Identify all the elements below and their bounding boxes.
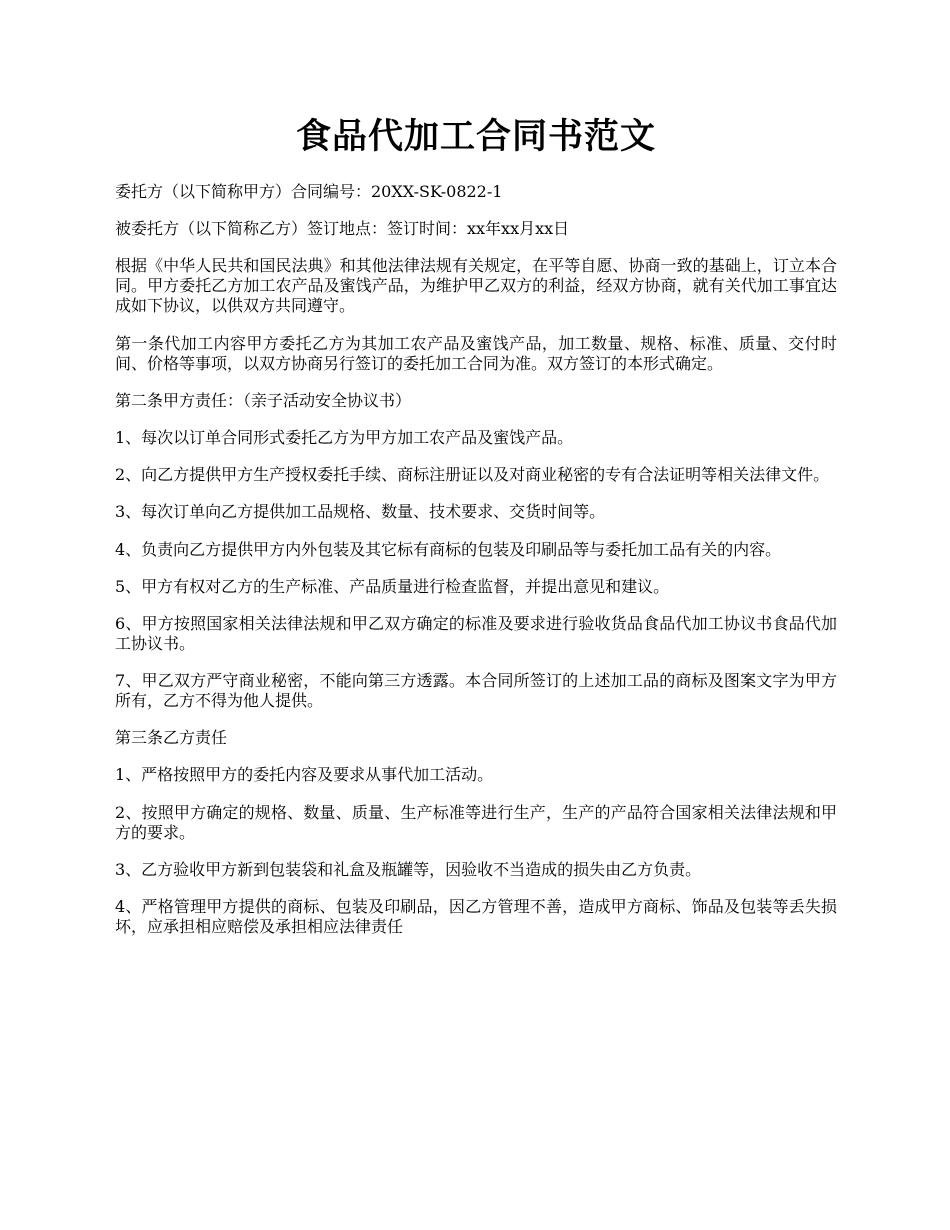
- article-2-item-4: 4、负责向乙方提供甲方内外包装及其它标有商标的包装及印刷品等与委托加工品有关的内容。: [115, 539, 782, 559]
- preamble-paragraph: 根据《中华人民共和国民法典》和其他法律法规有关规定，在平等自愿、协商一致的基础上，订立本合同。甲方委托乙方加工农产品及蜜饯产品，为维护甲乙双方的利益，经双方协商，就有关代加工事宜达成如下协议，以供双方共同遵守。: [115, 256, 837, 316]
- document-title: 食品代加工合同书范文: [295, 116, 656, 157]
- article-3-item-3: 3、乙方验收甲方新到包装袋和礼盒及瓶罐等，因验收不当造成的损失由乙方负责。: [115, 859, 702, 879]
- article-2-item-6: 6、甲方按照国家相关法律法规和甲乙双方确定的标准及要求进行验收货品食品代加工协议书食品代加工协议书。: [115, 613, 837, 653]
- article-1-paragraph: 第一条代加工内容甲方委托乙方为其加工农产品及蜜饯产品，加工数量、规格、标准、质量、交付时间、价格等事项，以双方协商另行签订的委托加工合同为准。双方签订的本形式确定。: [115, 333, 837, 373]
- article-3-heading: 第三条乙方责任: [115, 728, 228, 748]
- article-3-item-1: 1、严格按照甲方的委托内容及要求从事代加工活动。: [115, 765, 494, 785]
- article-3-item-2: 2、按照甲方确定的规格、数量、质量、生产标准等进行生产，生产的产品符合国家相关法律法规和甲方的要求。: [115, 802, 837, 842]
- article-2-item-1: 1、每次以订单合同形式委托乙方为甲方加工农产品及蜜饯产品。: [115, 427, 574, 447]
- document-page: [115, 112, 837, 954]
- article-2-item-7: 7、甲乙双方严守商业秘密，不能向第三方透露。本合同所签订的上述加工品的商标及图案文字为甲方所有，乙方不得为他人提供。: [115, 671, 837, 711]
- article-2-item-3: 3、每次订单向乙方提供加工品规格、数量、技术要求、交货时间等。: [115, 502, 606, 522]
- contract-number-line: 委托方（以下简称甲方）合同编号：20XX-SK-0822-1: [115, 182, 503, 201]
- article-2-heading: 第二条甲方责任：（亲子活动安全协议书）: [115, 390, 412, 410]
- article-3-item-4: 4、严格管理甲方提供的商标、包装及印刷品，因乙方管理不善，造成甲方商标、饰品及包装等丢失损坏，应承担相应赔偿及承担相应法律责任: [115, 897, 837, 936]
- article-2-item-5: 5、甲方有权对乙方的生产标准、产品质量进行检查监督，并提出意见和建议。: [115, 576, 670, 596]
- article-2-item-2: 2、向乙方提供甲方生产授权委托手续、商标注册证以及对商业秘密的专有合法证明等相关法律文件。: [115, 465, 830, 485]
- signing-info-line: 被委托方（以下简称乙方）签订地点：签订时间：xx年xx月xx日: [115, 219, 570, 239]
